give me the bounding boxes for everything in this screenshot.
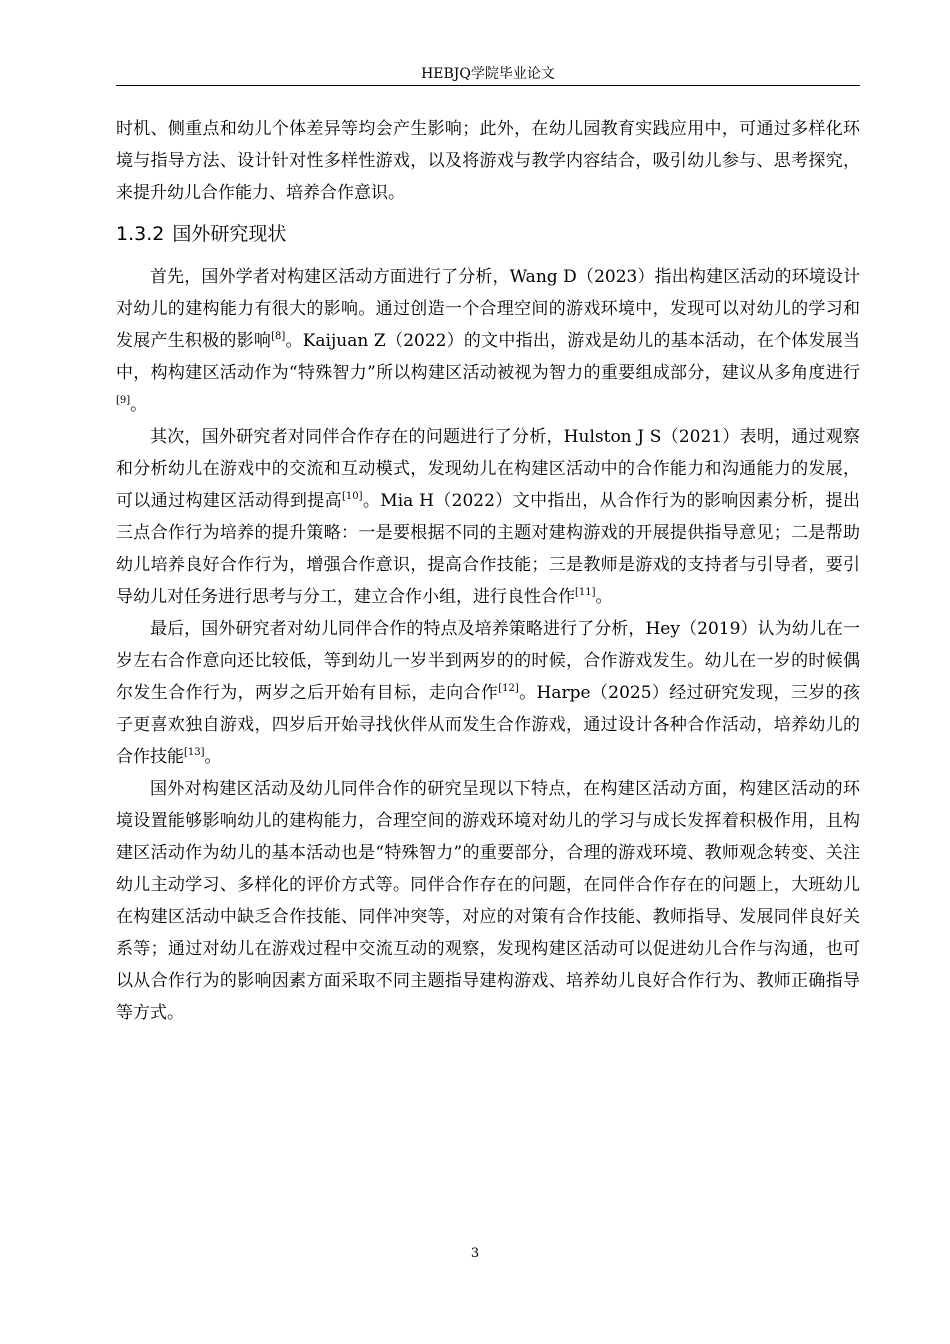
intro-paragraph: 时机、侧重点和幼儿个体差异等均会产生影响；此外，在幼儿园教育实践应用中，可通过多样化环境与指导方法、设计针对性多样性游戏，以及将游戏与教学内容结合，吸引幼儿参与、思考探究，来提升幼儿合作能力、培养合作意识。 — [116, 119, 860, 203]
section-number: 1.3.2 — [116, 223, 165, 245]
citation-ref: [12] — [498, 683, 519, 694]
section-heading — [116, 216, 860, 252]
page-number: 3 — [470, 1246, 480, 1261]
section-title: 国外研究现状 — [172, 223, 287, 245]
paragraph-summary: 国外对构建区活动及幼儿同伴合作的研究呈现以下特点，在构建区活动方面，构建区活动的环境设置能够影响幼儿的建构能力，合理空间的游戏环境对幼儿的学习与成长发挥着积极作用，且构建区活动作为幼儿的基本活动也是“特殊智力”的重要部分，合理的游戏环境、教师观念转变、关注幼儿主动学习、多样化的评价方式等。同伴合作存在的问题，在同伴合作存在的问题上，大班幼儿在构建区活动中缺乏合作技能、同伴冲突等，对应的对策有合作技能、教师指导、发展同伴良好关系等；通过对幼儿在游戏过程中交流互动的观察，发现构建区活动可以促进幼儿合作与沟通，也可以从合作行为的影响因素方面采取不同主题指导建构游戏、培养幼儿良好合作行为、教师正确指导等方式。 — [116, 779, 860, 1023]
page-body — [116, 113, 860, 1029]
paragraph-text: 。Kaijuan Z（2022）的文中指出，游戏是幼儿的基本活动，在个体发展当中，构构建区活动作为“特殊智力”所以构建区活动被视为智力的重要组成部分，建议从多角度进行 — [116, 331, 860, 383]
running-header: HEBJQ学院毕业论文 — [421, 66, 555, 82]
paragraph-construction-area — [116, 261, 860, 421]
citation-ref: [11] — [575, 587, 596, 598]
paragraph-text: 最后，国外研究者对幼儿同伴合作的特点及培养策略进行了分析，Hey（2019）认为幼儿在一岁左右合作意向还比较低，等到幼儿一岁半到两岁的的时候，合作游戏发生。幼儿在一岁的时候偶尔发生合作行为，两岁之后开始有目标，走向合作 — [116, 619, 860, 703]
paragraph-text: 。Harpe（2025）经过研究发现，三岁的孩子更喜欢独自游戏，四岁后开始寻找伙伴从而发生合作游戏，通过设计各种合作活动，培养幼儿的合作技能 — [116, 683, 861, 767]
paragraph-text: 。 — [595, 587, 613, 607]
paragraph-text: 。 — [130, 395, 148, 415]
citation-ref: [8] — [271, 331, 286, 342]
paragraph-text: 其次，国外研究者对同伴合作存在的问题进行了分析，Hulston J S（2021）表明，通过观察和分析幼儿在游戏中的交流和互动模式，发现幼儿在构建区活动中的合作能力和沟通能力的发展，可以通过构建区活动得到提高 — [116, 427, 860, 511]
paragraph-text: 。Mia H（2022）文中指出，从合作行为的影响因素分析，提出三点合作行为培养的提升策略：一是要根据不同的主题对建构游戏的开展提供指导意见；二是帮助幼儿培养良好合作行为，增强合作意识，提高合作技能；三是教师是游戏的支持者与引导者，要引导幼儿对任务进行思考与分工，建立合作小组，进行良性合作 — [116, 491, 860, 607]
paragraph-text: 首先，国外学者对构建区活动方面进行了分析，Wang D（2023）指出构建区活动的环境设计对幼儿的建构能力有很大的影响。通过创造一个合理空间的游戏环境中，发现可以对幼儿的学习和发展产生积极的影响 — [116, 267, 860, 351]
citation-ref: [13] — [184, 747, 205, 758]
citation-ref: [9] — [116, 395, 131, 406]
paragraph-cooperation-features — [116, 613, 860, 773]
paragraph-text: 。 — [204, 747, 222, 767]
header-rule — [116, 85, 860, 86]
paragraph-peer-cooperation-problems — [116, 421, 860, 613]
citation-ref: [10] — [342, 491, 363, 502]
